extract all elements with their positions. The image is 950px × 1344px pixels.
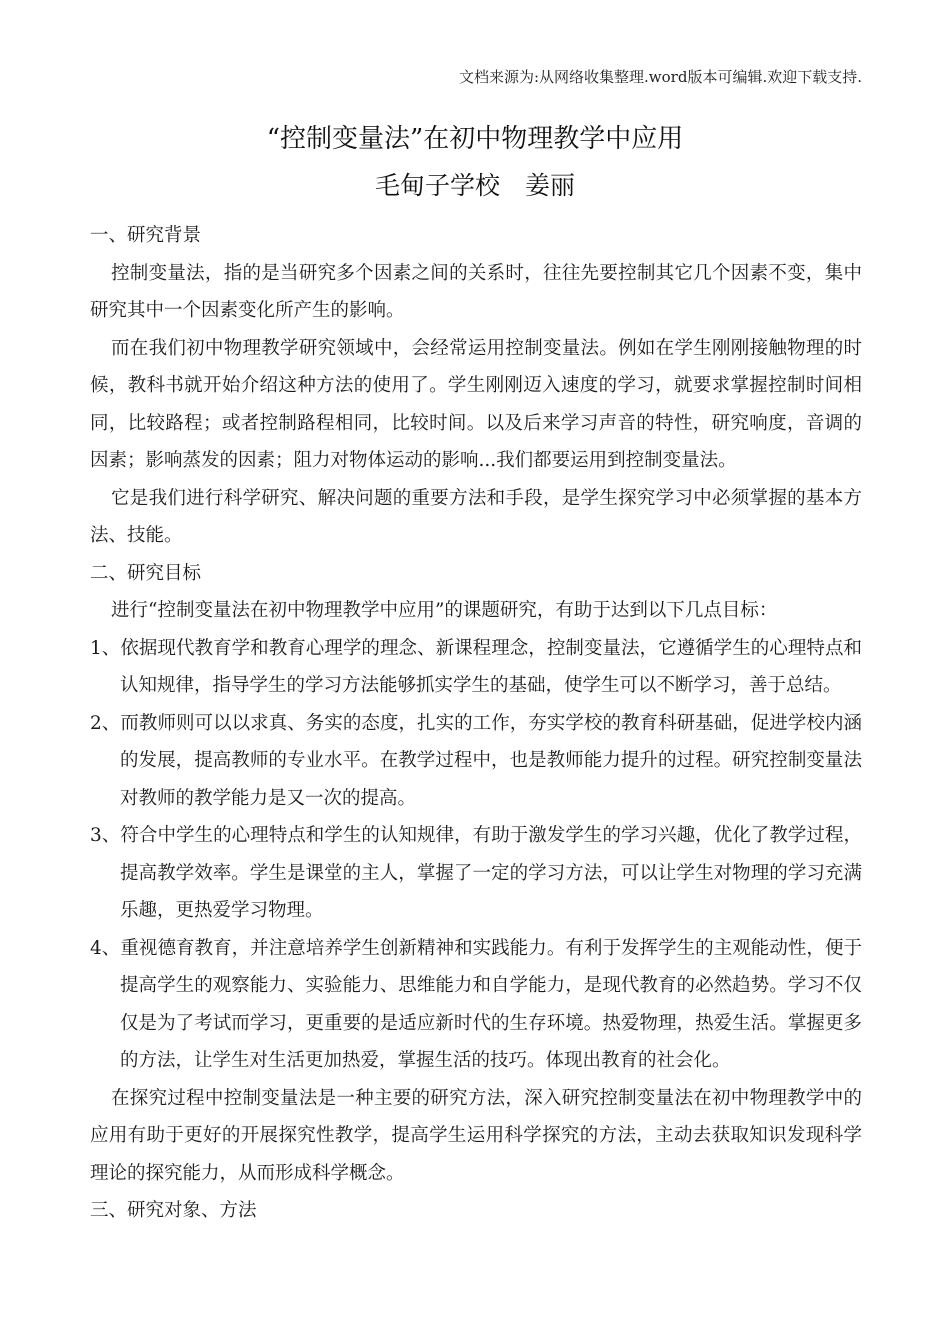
document-body: [90, 217, 862, 1230]
paragraph: 它是我们进行科学研究、解决问题的重要方法和手段，是学生探究学习中必须掌握的基本方法、技能。: [90, 487, 862, 546]
paragraph: 控制变量法，指的是当研究多个因素之间的关系时，往往先要控制其它几个因素不变，集中研究其中一个因素变化所产生的影响。: [90, 262, 862, 321]
paragraph: 在探究过程中控制变量法是一种主要的研究方法，深入研究控制变量法在初中物理教学中的应用有助于更好的开展探究性教学，提高学生运用科学探究的方法，主动去获取知识发现科学理论的探究能力，从而形成科学概念。: [90, 1087, 862, 1184]
document-title: “控制变量法”在初中物理教学中应用: [266, 124, 684, 154]
paragraph: 而在我们初中物理教学研究领域中，会经常运用控制变量法。例如在学生刚刚接触物理的时候，教科书就开始介绍这种方法的使用了。学生刚刚迈入速度的学习，就要求掌握控制时间相同，比较路程；或者控制路程相同，比较时间。以及后来学习声音的特性，研究响度，音调的因素；影响蒸发的因素；阻力对物体运动的影响...我们都要运用到控制变量法。: [90, 337, 862, 471]
numbered-item: 2、而教师则可以以求真、务实的态度，扎实的工作，夯实学校的教育科研基础，促进学校内涵的发展，提高教师的专业水平。在教学过程中，也是教师能力提升的过程。研究控制变量法对教师的教学能力是又一次的提高。: [90, 712, 862, 809]
paragraph: 进行“控制变量法在初中物理教学中应用”的课题研究，有助于达到以下几点目标：: [111, 600, 778, 621]
section-heading-background: 一、研究背景: [90, 225, 202, 246]
numbered-item: 1、依据现代教育学和教育心理学的理念、新课程理念，控制变量法，它遵循学生的心理特点和认知规律，指导学生的学习方法能够抓实学生的基础，使学生可以不断学习，善于总结。: [90, 637, 862, 696]
numbered-item: 3、符合中学生的心理特点和学生的认知规律，有助于激发学生的学习兴趣，优化了教学过程，提高教学效率。学生是课堂的主人，掌握了一定的学习方法，可以让学生对物理的学习充满乐趣，更热爱学习物理。: [90, 825, 862, 921]
header-note: 文档来源为:从网络收集整理.word版本可编辑.欢迎下载支持.: [458, 68, 862, 86]
section-heading-goals: 二、研究目标: [90, 562, 202, 584]
section-heading-subjects-methods: 三、研究对象、方法: [90, 1200, 257, 1221]
numbered-item: 4、重视德育教育，并注意培养学生创新精神和实践能力。有利于发挥学生的主观能动性，便于提高学生的观察能力、实验能力、思维能力和自学能力，是现代教育的必然趋势。学习不仅仅是为了考试而学习，更重要的是适应新时代的生存环境。热爱物理，热爱生活。掌握更多的方法，让学生对生活更加热爱，掌握生活的技巧。体现出教育的社会化。: [90, 937, 862, 1071]
author-line: 毛甸子学校 姜丽: [374, 171, 575, 200]
